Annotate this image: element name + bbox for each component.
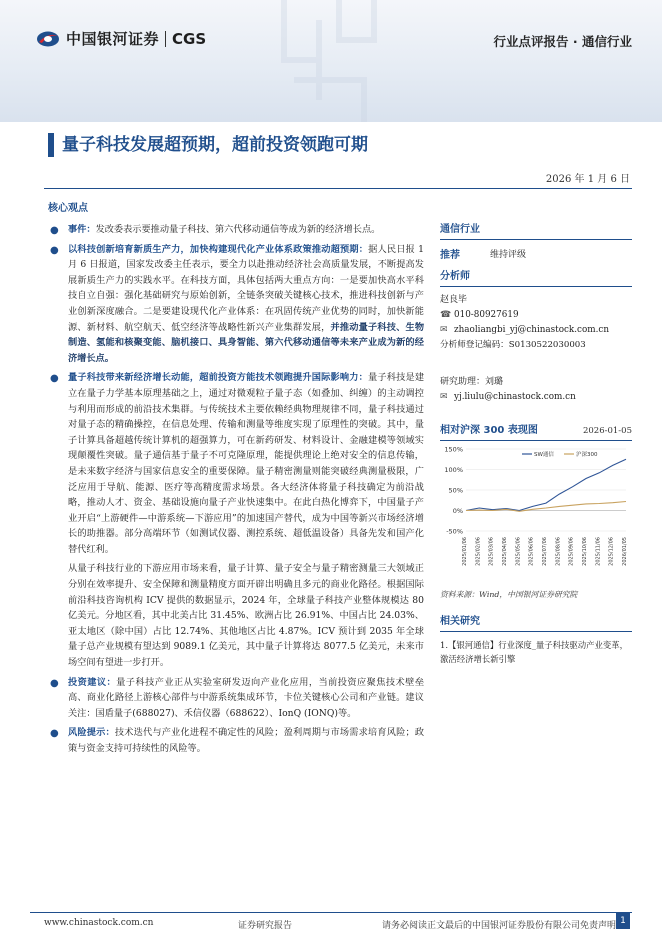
bullet-text: 据人民日报 1 月 6 日报道，国家发改委主任表示，要全力以赴推动经济社会高质量发展，不断提高发展新质生产力的实践水平。在科技方面，具体包括两大重点方向：一是要加快高水平科技自立自强：强化基础研究与原始创新，全链条突破关键核心技术，推进科技创新与产业创新深度融合。二是要建设现代化产业体系：在巩固传统产业优势的同时，加快新能源、新材料、航空航天、低空经济等战略性新兴产业集群发展， <box>68 243 425 333</box>
bullet-text: 量子科技是建立在量子力学基本原理基础之上，通过对微观粒子量子态（如叠加、纠缠）的主动调控与利用而形成的前沿技术集群。与传统技术主要依赖经典物理规律不同，量子科技通过对量子态的精确操控，在信息处理、传输和测量等维度实现了原理性的突破。其中，量子计算具备超越传统计算机的超强算力，可在新药研发、材料设计、金融建模等领域实现颠覆性突破。量子通信基于量子不可克隆原理，能提供理论上绝对安全的信息传输，是未来数字经济与国家信息安全的重要保障。量子精密测量则能突破经典测量极限，广泛应用于导航、能源、医疗等高精度需求场景。各大经济体将量子科技确定为前沿战略，推动人才、资金、基础设施向量子产业快速集中。在此白热化博弈下，中国量子产业开启“上游硬件—中游系统—下游应用”的加速国产替代，成为中国等新兴市场经济增长的助推器。部分高端环节（如测试仪器、测控系统、超低温设备）具备先发和国产化替代红利。 <box>68 372 425 555</box>
rating-label: 推荐 <box>440 250 460 261</box>
analyst-cert: 分析师登记编码：S0130522030003 <box>440 340 586 350</box>
y-tick-label: 100% <box>444 466 463 474</box>
sidebar <box>440 220 632 666</box>
rating-row <box>440 246 632 261</box>
x-tick-label: 2025/07/06 <box>542 537 548 566</box>
x-tick-label: 2025/05/06 <box>515 537 522 566</box>
bullet-lead: 投资建议： <box>68 676 117 688</box>
x-tick-label: 2026/01/05 <box>622 537 628 566</box>
bullet-text: 量子科技产业正从实验室研发迈向产业化应用，当前投资应聚焦技术壁垒高、商业化路径上游核心部件与中游系统集成环节，卡位关键核心公司和产业链。建议关注：国盾量子(688027)、禾信仪器（688622）、IonQ (IONQ)等。 <box>68 676 425 719</box>
company-logo <box>36 28 206 49</box>
logo-chinese-name: 中国银河证券 <box>66 30 160 48</box>
galaxy-logo-icon <box>36 30 60 48</box>
footer-doc-type: 证券研究报告 <box>238 921 293 931</box>
assistant-email[interactable] <box>440 390 632 405</box>
bullet-text: 发改委表示要推动量子科技、第六代移动通信等成为新的经济增长点。 <box>95 224 381 235</box>
phone-number: 010-80927619 <box>454 310 519 320</box>
bullet-lead: 以科技创新培育新质生产力，加快构建现代化产业体系政策推动超预期： <box>68 243 369 255</box>
performance-chart <box>440 445 632 583</box>
bullet-icon: ● <box>50 373 59 385</box>
bullet-quantum <box>48 370 424 557</box>
phone-icon: ☎ <box>440 310 452 320</box>
x-tick-label: 2025/06/06 <box>528 537 535 566</box>
title-accent-bar <box>48 133 54 157</box>
report-type: 行业点评报告 · 通信行业 <box>493 34 632 49</box>
report-date: 2026 年 1 月 6 日 <box>545 174 630 185</box>
industry-heading: 通信行业 <box>440 220 632 240</box>
header-band <box>0 0 662 122</box>
page-number: 1 <box>616 913 630 929</box>
bullet-risk <box>48 725 424 756</box>
logo-divider <box>165 31 166 47</box>
y-tick-label: 50% <box>448 486 463 495</box>
y-tick-label: -50% <box>446 527 463 536</box>
report-title: 量子科技发展超预期，超前投资领跑可期 <box>62 135 368 155</box>
chart-date: 2026-01-05 <box>582 426 632 436</box>
market-paragraph: 从量子科技行业的下游应用市场来看，量子计算、量子安全与量子精密测量三大领域正分别在效率提升、安全保障和测量精度方面开辟出明确且多元的商业化路径。根据国际前沿科技咨询机构 ICV 提供的数据显示，2024 年，全球量子科技产业整体规模达 80 亿美元。分地区看，其中北美占比 31.45%、欧洲占比 26.91%、中国占比 24.03%、亚太地区（除中国）占比 12.74%、其他地区占比 4.87%。ICV 预计到 2035 年全球量子总产业规模有望达到 9089.1 亿美元，其中量子计算将达 8077.5 亿美元，未来市场空间有望进一步打开。 <box>68 563 424 669</box>
bullet-investment <box>48 675 424 722</box>
assistant-name: 研究助理：刘璐 <box>440 377 504 387</box>
x-tick-label: 2025/04/06 <box>502 537 508 566</box>
mail-icon: ✉ <box>440 325 448 335</box>
bullet-text: 技术迭代与产业化进程不确定性的风险；盈利周期与市场需求培育风险；政策与资金支持可持续性的风险等。 <box>68 727 425 754</box>
x-tick-label: 2025/01/06 <box>462 537 468 566</box>
main-content <box>48 199 424 761</box>
footer-disclaimer: 请务必阅读正文最后的中国银河证券股份有限公司免责声明 <box>382 921 617 931</box>
logo-english-name: CGS <box>172 29 207 48</box>
footer-divider <box>30 912 632 913</box>
x-tick-label: 2025/02/06 <box>475 537 482 566</box>
analyst-phone <box>440 308 632 323</box>
analyst-name: 赵良毕 <box>440 295 468 305</box>
bullet-lead: 风险提示： <box>68 727 115 739</box>
x-tick-label: 2025/12/06 <box>608 537 615 566</box>
bullet-icon: ● <box>50 225 59 236</box>
chart-title: 相对沪深 300 表现图 <box>440 425 538 436</box>
legend-label: 沪深300 <box>576 452 598 458</box>
mail-icon: ✉ <box>440 392 448 402</box>
chart-heading <box>440 421 632 441</box>
email-address[interactable]: zhaoliangbi_yj@chinastock.com.cn <box>454 325 610 335</box>
title-divider <box>44 188 632 189</box>
analyst-email[interactable] <box>440 323 632 338</box>
related-heading: 相关研究 <box>440 612 632 632</box>
rating-value: 维持评级 <box>490 250 527 260</box>
bullet-icon: ● <box>50 728 59 740</box>
core-heading: 核心观点 <box>48 203 88 214</box>
cgs-watermark-icon <box>264 0 394 122</box>
bullet-lead: 事件： <box>68 224 96 235</box>
x-tick-label: 2025/08/06 <box>555 537 562 566</box>
y-tick-label: 0% <box>452 507 463 515</box>
x-tick-label: 2025/03/06 <box>488 537 495 566</box>
footer-site[interactable]: www.chinastock.com.cn <box>44 918 154 928</box>
legend-label: SW通信 <box>534 452 554 458</box>
analyst-heading: 分析师 <box>440 267 632 287</box>
bullet-event <box>48 222 424 238</box>
chart-source: 资料来源：Wind，中国银河证券研究院 <box>440 590 578 599</box>
bullet-icon: ● <box>50 244 59 256</box>
email-address[interactable]: yj.liulu@chinastock.com.cn <box>454 392 576 402</box>
x-tick-label: 2025/10/06 <box>582 537 588 566</box>
bullet-emphasis: 并推动量子科技、生物制造、氢能和核聚变能、脑机接口、具身智能、第六代移动通信等未来产业成为新的经济增长点。 <box>68 321 425 364</box>
bullet-lead: 量子科技带来新经济增长动能，超前投资方能技术领跑提升国际影响力： <box>68 372 368 384</box>
bullet-policy <box>48 242 424 367</box>
related-item[interactable]: 1.【银河通信】行业深度_量子科技驱动产业变革，激活经济增长新引擎 <box>440 640 629 664</box>
x-tick-label: 2025/11/06 <box>595 537 602 566</box>
bullet-icon: ● <box>50 677 59 689</box>
x-tick-label: 2025/09/06 <box>568 537 575 566</box>
y-tick-label: 150% <box>444 445 463 454</box>
